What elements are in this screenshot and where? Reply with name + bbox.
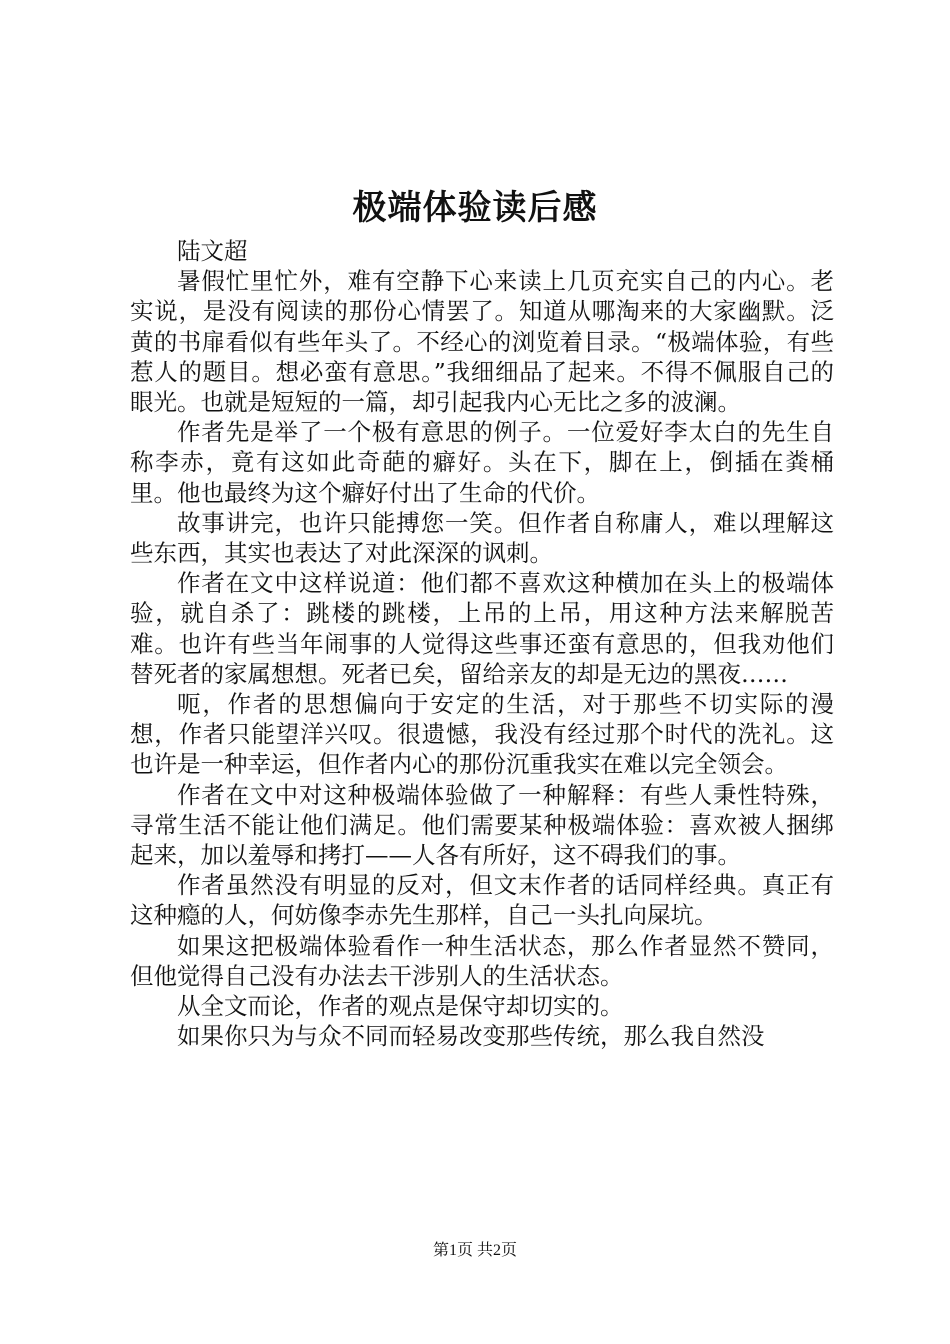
paragraph: 作者先是举了一个极有意思的例子。一位爱好李太白的先生自称李赤，竟有这如此奇葩的癖好。头在下，脚在上，倒插在粪桶里。他也最终为这个癖好付出了生命的代价。 bbox=[130, 418, 834, 507]
paragraph: 作者在文中对这种极端体验做了一种解释：有些人秉性特殊，寻常生活不能让他们满足。他们需要某种极端体验：喜欢被人捆绑起来，加以羞辱和拷打——人各有所好，这不碍我们的事。 bbox=[130, 780, 834, 870]
paragraph: 呃，作者的思想偏向于安定的生活，对于那些不切实际的漫想，作者只能望洋兴叹。很遗憾，我没有经过那个时代的洗礼。这也许是一种幸运，但作者内心的那份沉重我实在难以完全领会。 bbox=[130, 690, 834, 779]
paragraph: 作者在文中这样说道：他们都不喜欢这种横加在头上的极端体验，就自杀了：跳楼的跳楼，上吊的上吊，用这种方法来解脱苦难。也许有些当年闹事的人觉得这些事还蛮有意思的，但我劝他们替死者的家属想想。死者已矣，留给亲友的却是无边的黑夜…… bbox=[130, 569, 834, 688]
paragraph: 如果你只为与众不同而轻易改变那些传统，那么我自然没 bbox=[177, 1022, 765, 1051]
author-name: 陆文超 bbox=[177, 237, 248, 265]
document-body bbox=[130, 236, 834, 1051]
page-footer: 第1页 共2页 bbox=[432, 1242, 517, 1259]
paragraph: 作者虽然没有明显的反对，但文末作者的话同样经典。真正有这种瘾的人，何妨像李赤先生那样，自己一头扎向屎坑。 bbox=[130, 871, 834, 930]
paragraph: 从全文而论，作者的观点是保守却切实的。 bbox=[177, 992, 624, 1021]
paragraph: 暑假忙里忙外，难有空静下心来读上几页充实自己的内心。老实说，是没有阅读的那份心情罢了。知道从哪淘来的大家幽默。泛黄的书扉看似有些年头了。不经心的浏览着目录。“极端体验，有些惹人的题目。想必蛮有意思。”我细细品了起来。不得不佩服自己的眼光。也就是短短的一篇，却引起我内心无比之多的波澜。 bbox=[130, 267, 834, 417]
document-title: 极端体验读后感 bbox=[352, 188, 598, 228]
paragraph: 如果这把极端体验看作一种生活状态，那么作者显然不赞同，但他觉得自己没有办法去干涉别人的生活状态。 bbox=[130, 931, 834, 990]
paragraph: 故事讲完，也许只能搏您一笑。但作者自称庸人，难以理解这些东西，其实也表达了对此深深的讽刺。 bbox=[130, 508, 834, 568]
